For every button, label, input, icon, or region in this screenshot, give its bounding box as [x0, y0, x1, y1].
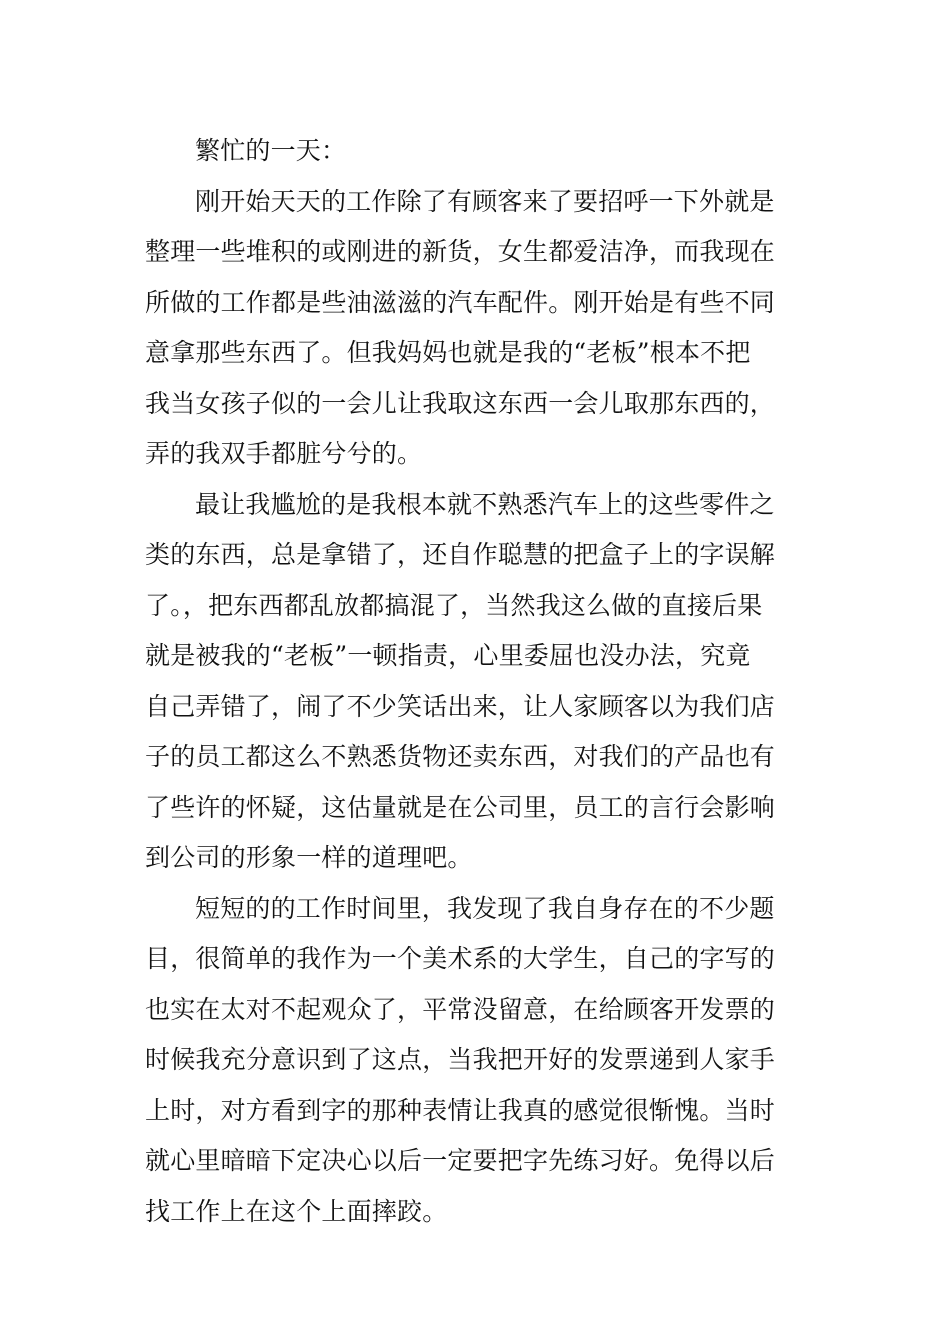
paragraph-line: 找工作上在这个上面摔跤。 — [145, 1196, 448, 1226]
paragraph-line: 自己弄错了，闹了不少笑话出来，让人家顾客以为我们店 — [145, 691, 776, 721]
paragraph-line: 了。，把东西都乱放都搞混了，当然我这么做的直接后果 — [145, 590, 763, 620]
paragraph-line: 也实在太对不起观众了，平常没留意，在给顾客开发票的 — [145, 994, 776, 1024]
paragraph-line: 到公司的形象一样的道理吧。 — [145, 843, 473, 872]
document-body — [145, 126, 807, 1237]
paragraph-line: 就心里暗暗下定决心以后一定要把字先练习好。免得以后 — [145, 1146, 776, 1175]
paragraph-line: 意拿那些东西了。但我妈妈也就是我的“老板”根本不把 — [145, 338, 751, 367]
paragraph-line: 类的东西，总是拿错了，还自作聪慧的把盒子上的字误解 — [145, 540, 776, 569]
paragraph-line: 所做的工作都是些油滋滋的汽车配件。刚开始是有些不同 — [145, 287, 776, 317]
paragraph-line: 最让我尴尬的是我根本就不熟悉汽车上的这些零件之 — [195, 489, 775, 519]
paragraph-line: 时候我充分意识到了这点，当我把开好的发票递到人家手 — [145, 1045, 776, 1074]
paragraph-line: 目，很简单的我作为一个美术系的大学生，自己的字写的 — [145, 944, 776, 973]
paragraph-line: 就是被我的“老板”一顿指责，心里委屈也没办法，究竟 — [145, 641, 751, 670]
section-heading: 繁忙的一天： — [195, 136, 347, 165]
paragraph-line: 整理一些堆积的或刚进的新货，女生都爱洁净，而我现在 — [145, 237, 776, 266]
paragraph-line: 短短的的工作时间里，我发现了我自身存在的不少题 — [195, 893, 775, 923]
paragraph-line: 刚开始天天的工作除了有顾客来了要招呼一下外就是 — [195, 186, 775, 216]
paragraph-line: 上时，对方看到字的那种表情让我真的感觉很惭愧。当时 — [145, 1095, 776, 1125]
paragraph-line: 我当女孩子似的一会儿让我取这东西一会儿取那东西的， — [145, 388, 776, 418]
paragraph-line: 子的员工都这么不熟悉货物还卖东西，对我们的产品也有 — [145, 742, 776, 771]
paragraph-line: 弄的我双手都脏兮兮的。 — [145, 439, 423, 468]
paragraph-line: 了些许的怀疑，这估量就是在公司里，员工的言行会影响 — [145, 792, 776, 822]
